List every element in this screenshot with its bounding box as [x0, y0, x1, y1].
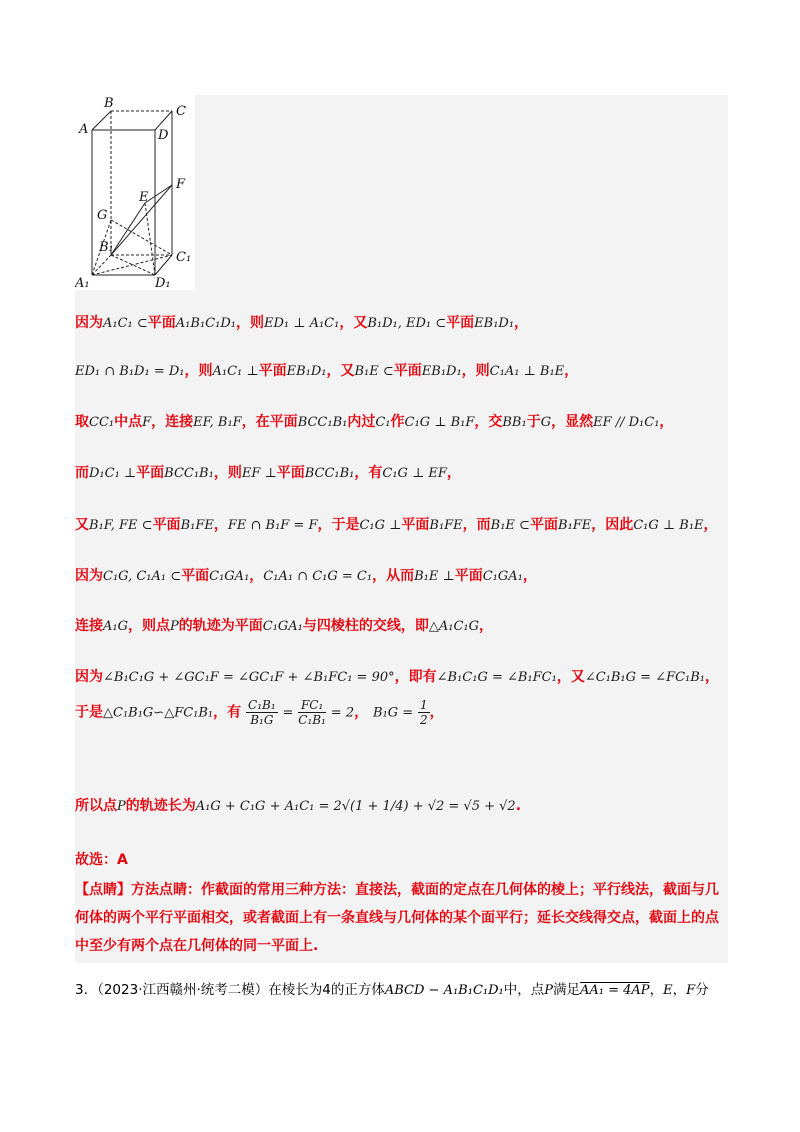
line6-t2: ， — [249, 568, 264, 584]
line9-m2: B₁G = — [372, 705, 414, 721]
solution-line-7 — [75, 615, 493, 635]
label-G: G — [97, 208, 108, 223]
solution-line-4 — [75, 462, 461, 482]
line2-m3: EB₁D₁ — [286, 364, 327, 379]
comment-text: 【点睛】方法点睛：作截面的常用三种方法：直接法，截面的定点在几何体的棱上；平行线法，截面与几何体的两个平行平面相交，或者截面上有一条直线与几何体的某个面平行；延长交线得交点，截面上的点中至少有两个点在几何体的同一平面上. — [75, 882, 719, 954]
line4-t1: 平面 — [136, 465, 165, 481]
line8-t1: ，即有 — [394, 669, 437, 685]
line9-m1: △C₁B₁G∽△FC₁B₁ — [103, 705, 214, 721]
line5-m7: B₁FE — [557, 518, 592, 533]
line3-t6: ，交 — [474, 414, 503, 430]
line2-t2: 平面 — [258, 363, 287, 379]
line3-m6: C₁G ⊥ B₁F — [404, 415, 475, 430]
line7-m4: △A₁C₁G — [428, 619, 480, 634]
line7-m3: C₁GA₁ — [262, 619, 303, 634]
label-D: D — [158, 128, 169, 143]
solution-line-1 — [75, 312, 528, 332]
line4-m5: C₁G ⊥ EF — [382, 466, 447, 481]
line4-t2: ，则 — [213, 465, 242, 481]
label-D1: D₁ — [155, 276, 171, 290]
line5-m4: C₁G ⊥ — [359, 518, 402, 533]
line2-m4: B₁E ⊂ — [354, 364, 394, 379]
line3-m7: BB₁ — [502, 415, 527, 430]
label-A: A — [79, 122, 89, 137]
line2-t6: ， — [564, 363, 579, 379]
line9-pre: 于是 — [75, 704, 103, 721]
line8-pre: 因为 — [75, 669, 103, 685]
line4-m4: BCC₁B₁ — [304, 466, 355, 481]
line3-t8: ，显然 — [551, 414, 594, 430]
line1-pre: 因为 — [75, 315, 103, 331]
solution-line-6 — [75, 565, 537, 585]
line3-pre: 取 — [75, 414, 89, 430]
line6-m4: B₁E ⊥ — [414, 569, 455, 584]
line6-t1: 平面 — [181, 568, 210, 584]
line5-t2: ， — [213, 517, 228, 533]
line6-m2: C₁GA₁ — [209, 569, 250, 584]
line3-t4: 内过 — [347, 414, 376, 430]
line5-m5: B₁FE — [429, 518, 463, 533]
line1-m5: EB₁D₁ — [474, 316, 515, 331]
solution-line-3 — [75, 411, 673, 431]
line5-t5: ，而 — [462, 517, 491, 533]
line4-t3: 平面 — [276, 465, 305, 481]
line5-t7: ，因此 — [591, 517, 634, 533]
label-F: F — [176, 177, 186, 192]
label-C: C — [176, 104, 186, 119]
line7-m2: P — [169, 619, 179, 634]
line3-m4: BCC₁B₁ — [297, 415, 348, 430]
line5-m1: B₁F, FE ⊂ — [89, 518, 153, 533]
line1-t3: ，又 — [339, 315, 368, 331]
line9-t2: ， — [429, 704, 444, 721]
line2-m5: EB₁D₁ — [421, 364, 462, 379]
solution-line-8 — [75, 666, 719, 686]
line4-pre: 而 — [75, 465, 89, 481]
line6-m3: C₁A₁ ∩ C₁G = C₁ — [263, 569, 373, 584]
line4-m2: BCC₁B₁ — [164, 466, 214, 481]
solution-line-5 — [75, 514, 718, 534]
line1-m4: B₁D₁, ED₁ ⊂ — [367, 316, 447, 331]
line6-t3: ，从而 — [372, 568, 415, 584]
line5-pre: 又 — [75, 517, 89, 533]
line8-t2: ，又 — [556, 669, 585, 685]
label-C1: C₁ — [176, 250, 192, 265]
line3-m8: G — [540, 415, 552, 430]
line9-eq2: = 2 — [330, 705, 355, 721]
line7-t3: 与四棱柱的交线，即 — [302, 618, 429, 634]
line3-m5: C₁ — [375, 415, 391, 430]
line6-pre: 因为 — [75, 568, 103, 584]
answer-text: 故选：A — [75, 852, 128, 868]
fraction-3: $\frac{1}{2}$ — [420, 698, 428, 727]
line7-t1: ，则点 — [127, 618, 170, 634]
line2-m2: A₁C₁ ⊥ — [212, 364, 259, 379]
line2-m1: ED₁ ∩ B₁D₁ = D₁ — [75, 364, 185, 379]
line5-t6: 平面 — [529, 517, 558, 533]
line3-t9: ， — [659, 414, 674, 430]
question-3: 3．（2023·江西赣州·统考二模）在棱长为4的正方体ABCD − A₁B₁C₁D₁中，点P满足AA₁ = 4AP，E，F分 — [75, 982, 709, 998]
line5-t1: 平面 — [152, 517, 181, 533]
line1-m2: A₁B₁C₁D₁ — [175, 316, 236, 331]
fraction-1: $\frac{\text{C₁B₁}}{\text{B₁G}}$ — [248, 698, 276, 727]
fraction-2: $\frac{\text{FC₁}}{\text{C₁B₁}}$ — [298, 698, 326, 727]
line1-t4: 平面 — [446, 315, 475, 331]
line1-m1: A₁C₁ ⊂ — [103, 316, 148, 331]
label-B1: B₁ — [99, 240, 114, 255]
line4-m1: D₁C₁ ⊥ — [89, 466, 137, 481]
line9-eq: = — [282, 705, 294, 721]
line4-t4: ，有 — [354, 465, 383, 481]
line7-t4: ， — [479, 618, 494, 634]
line3-t1: 中点 — [114, 414, 143, 430]
line3-m9: EF // D₁C₁ — [593, 415, 660, 430]
line2-t4: 平面 — [393, 363, 422, 379]
line5-t8: ， — [703, 517, 718, 533]
line3-t2: ，连接 — [151, 414, 194, 430]
line5-m6: B₁E ⊂ — [490, 518, 530, 533]
line1-t5: ， — [514, 315, 529, 331]
line3-t3: ，在平面 — [241, 414, 298, 430]
line9-t1: ，有 — [213, 704, 242, 721]
line3-m3: EF, B₁F — [193, 415, 242, 430]
label-A1: A₁ — [75, 276, 90, 290]
line3-t7: 于 — [526, 414, 541, 430]
line8-m1: ∠B₁C₁G + ∠GC₁F = ∠GC₁F + ∠B₁FC₁ = 90° — [103, 670, 395, 685]
line5-m3: FE ∩ B₁F = F — [227, 518, 318, 533]
line5-m8: C₁G ⊥ B₁E — [633, 518, 704, 533]
prism-diagram — [75, 95, 195, 290]
line7-m1: A₁G — [103, 619, 128, 634]
line1-m3: ED₁ ⊥ A₁C₁ — [263, 316, 340, 331]
line7-t2: 的轨迹为平面 — [178, 618, 263, 634]
solution-line-9: 于是△C₁B₁G∽△FC₁B₁，有 $\frac{\text{C₁B₁}}{\text{B₁G}}$ = $\frac{\text{FC₁}}{\text{C₁B₁}}$ = 2， B₁G = $\frac{1}{2}$ ， — [75, 698, 444, 727]
label-B: B — [104, 96, 114, 111]
line7-pre: 连接 — [75, 618, 103, 634]
solution-line-2 — [75, 360, 578, 380]
line1-t1: 平面 — [147, 315, 176, 331]
line5-m2: B₁FE — [180, 518, 214, 533]
line3-t5: 作 — [390, 414, 405, 430]
line6-t4: 平面 — [454, 568, 483, 584]
line2-t3: ，又 — [326, 363, 355, 379]
solution-line-10: 所以点P的轨迹长为A₁G + C₁G + A₁C₁ = 2√(1 + 1/4) + √2 = √5 + √2. — [75, 798, 522, 814]
line4-t5: ， — [446, 465, 461, 481]
line2-t5: ，则 — [461, 363, 490, 379]
line4-m3: EF ⊥ — [241, 466, 277, 481]
line3-m1: CC₁ — [89, 415, 115, 430]
line6-t5: ， — [522, 568, 537, 584]
line2-t1: ，则 — [184, 363, 213, 379]
line2-m6: C₁A₁ ⊥ B₁E — [489, 364, 565, 379]
line6-m5: C₁GA₁ — [482, 569, 523, 584]
prism-figure — [75, 95, 195, 290]
line8-m3: ∠C₁B₁G = ∠FC₁B₁ — [584, 670, 706, 685]
line6-m1: C₁G, C₁A₁ ⊂ — [103, 569, 182, 584]
line8-t3: ， — [705, 669, 720, 685]
line3-m2: F — [142, 415, 152, 430]
line1-t2: ，则 — [235, 315, 264, 331]
line5-t4: 平面 — [401, 517, 430, 533]
line5-t3: ，于是 — [317, 517, 360, 533]
line8-m2: ∠B₁C₁G = ∠B₁FC₁ — [436, 670, 557, 685]
label-E: E — [139, 190, 149, 205]
